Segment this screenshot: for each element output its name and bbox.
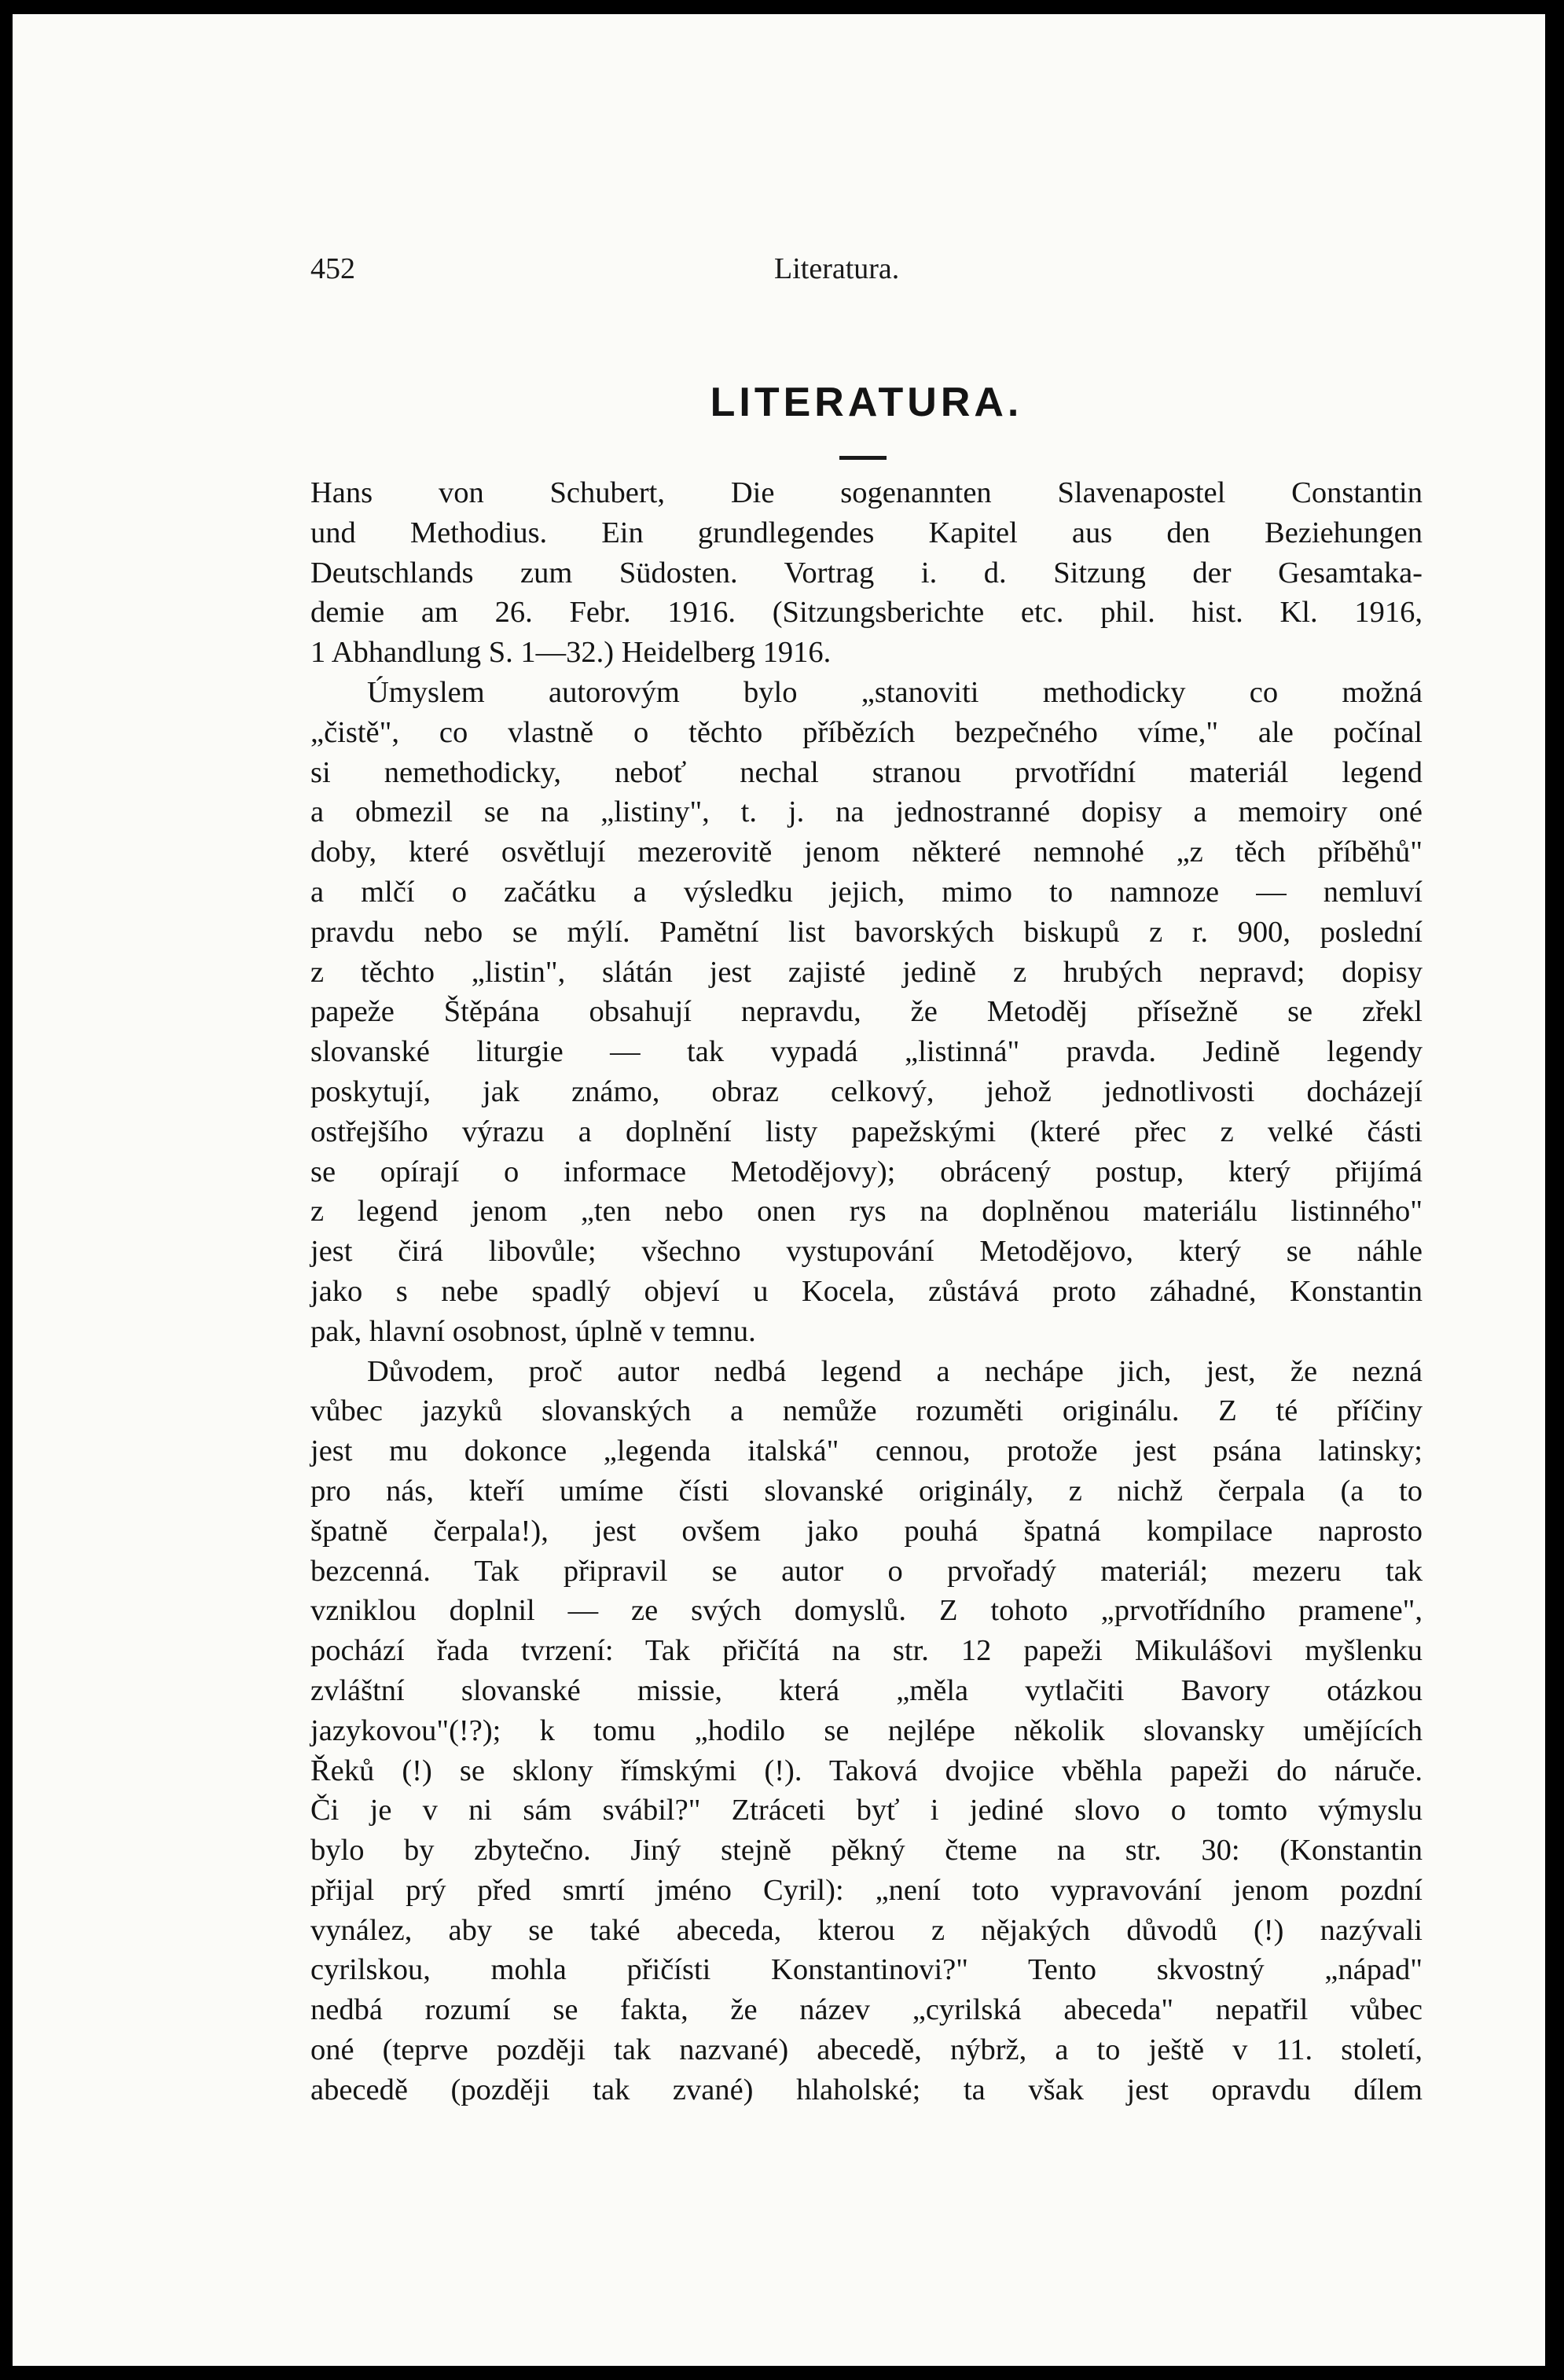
text-line: Důvodem, proč autor nedbá legend a nechápe jich, jest, že nezná bbox=[367, 1354, 1423, 1388]
text-line: Řeků (!) se sklony římskými (!). Taková dvojice vběhla papeži do náruče. bbox=[310, 1754, 1423, 1787]
text-line: z těchto „listin", slátán jest zajisté jedině z hrubých nepravd; dopisy bbox=[310, 955, 1423, 989]
heading-rule bbox=[839, 456, 887, 460]
text-line: bezcenná. Tak připravil se autor o prvořadý materiál; mezeru tak bbox=[310, 1554, 1423, 1588]
text-line: z legend jenom „ten nebo onen rys na doplněnou materiálu listinného" bbox=[310, 1195, 1423, 1229]
text-line: jako s nebe spadlý objeví u Kocela, zůstává proto záhadné, Konstantin bbox=[310, 1274, 1423, 1308]
text-line: und Methodius. Ein grundlegendes Kapitel aus den Beziehungen bbox=[310, 516, 1423, 549]
text-line: bylo by zbytečno. Jiný stejně pěkný čteme na str. 30: (Konstantin bbox=[310, 1834, 1423, 1868]
text-line: vynález, aby se také abeceda, kterou z nějakých důvodů (!) nazývali bbox=[310, 1913, 1423, 1947]
text-line: pravdu nebo se mýlí. Pamětní list bavorských biskupů z r. 900, poslední bbox=[310, 915, 1423, 949]
text-line: se opírají o informace Metodějovy); obrácený postup, který přijímá bbox=[310, 1155, 1423, 1188]
text-line: jazykovou"(!?); k tomu „hodilo se nejlépe několik slovansky umějících bbox=[310, 1713, 1423, 1747]
text-line: vůbec jazyků slovanských a nemůže rozuměti originálu. Z té příčiny bbox=[310, 1394, 1423, 1428]
text-line: přijal prý před smrtí jméno Cyril): „není toto vypravování jenom pozdní bbox=[310, 1873, 1423, 1907]
text-line: cyrilskou, mohla přičísti Konstantinovi?" Tento skvostný „nápad" bbox=[310, 1953, 1423, 1987]
text-line: a mlčí o začátku a výsledku jejich, mimo to namnoze — nemluví bbox=[310, 875, 1423, 909]
article-body bbox=[310, 473, 1423, 2110]
text-line: a obmezil se na „listiny", t. j. na jednostranné dopisy a memoiry oné bbox=[310, 795, 1423, 829]
text-line: Hans von Schubert, Die sogenannten Slavenapostel Constantin bbox=[310, 476, 1423, 509]
text-line: oné (teprve později tak nazvané) abecedě, nýbrž, a to ještě v 11. století, bbox=[310, 2033, 1423, 2067]
text-line: pochází řada tvrzení: Tak přičítá na str. 12 papeži Mikulášovi myšlenku bbox=[310, 1634, 1423, 1668]
text-line: pro nás, kteří umíme čísti slovanské originály, z nichž čerpala (a to bbox=[310, 1474, 1423, 1508]
text-line: poskytují, jak známo, obraz celkový, jehož jednotlivosti docházejí bbox=[310, 1074, 1423, 1108]
text-line: 1 Abhandlung S. 1—32.) Heidelberg 1916. bbox=[310, 636, 832, 670]
text-line: demie am 26. Febr. 1916. (Sitzungsberichte etc. phil. hist. Kl. 1916, bbox=[310, 596, 1423, 630]
text-line: si nemethodicky, neboť nechal stranou prvotřídní materiál legend bbox=[310, 755, 1423, 789]
text-line: Úmyslem autorovým bylo „stanoviti methodicky co možná bbox=[367, 675, 1423, 709]
text-line: špatně čerpala!), jest ovšem jako pouhá špatná kompilace naprosto bbox=[310, 1514, 1423, 1548]
page-number: 452 bbox=[310, 252, 355, 285]
text-line: jest čirá libovůle; všechno vystupování Metodějovo, který se náhle bbox=[310, 1235, 1423, 1269]
section-heading: LITERATURA. bbox=[710, 380, 1023, 425]
text-line: vzniklou doplnil — ze svých domyslů. Z tohoto „prvotřídního pramene", bbox=[310, 1594, 1423, 1628]
text-line: doby, které osvětlují mezerovitě jenom některé nemnohé „z těch příběhů" bbox=[310, 836, 1423, 869]
text-line: ostřejšího výrazu a doplnění listy papežskými (které přec z velké části bbox=[310, 1115, 1423, 1148]
text-line: slovanské liturgie — tak vypadá „listinná" pravda. Jedině legendy bbox=[310, 1035, 1423, 1069]
text-line: „čistě", co vlastně o těchto příbězích bezpečného víme," ale počínal bbox=[310, 715, 1423, 749]
text-line: pak, hlavní osobnost, úplně v temnu. bbox=[310, 1314, 756, 1348]
text-line: zvláštní slovanské missie, která „měla vytlačiti Bavory otázkou bbox=[310, 1673, 1423, 1707]
text-line: Či je v ni sám svábil?" Ztráceti byť i jediné slovo o tomto výmyslu bbox=[310, 1794, 1423, 1827]
text-line: papeže Štěpána obsahují nepravdu, že Metoděj přísežně se zřekl bbox=[310, 995, 1423, 1029]
text-line: Deutschlands zum Südosten. Vortrag i. d. Sitzung der Gesamtaka- bbox=[310, 556, 1423, 589]
text-line: jest mu dokonce „legenda italská" cennou, protože jest psána latinsky; bbox=[310, 1434, 1423, 1468]
running-title: Literatura. bbox=[774, 252, 900, 285]
text-line: abecedě (později tak zvané) hlaholské; ta však jest opravdu dílem bbox=[310, 2073, 1423, 2106]
text-line: nedbá rozumí se fakta, že název „cyrilská abeceda" nepatřil vůbec bbox=[310, 1993, 1423, 2027]
